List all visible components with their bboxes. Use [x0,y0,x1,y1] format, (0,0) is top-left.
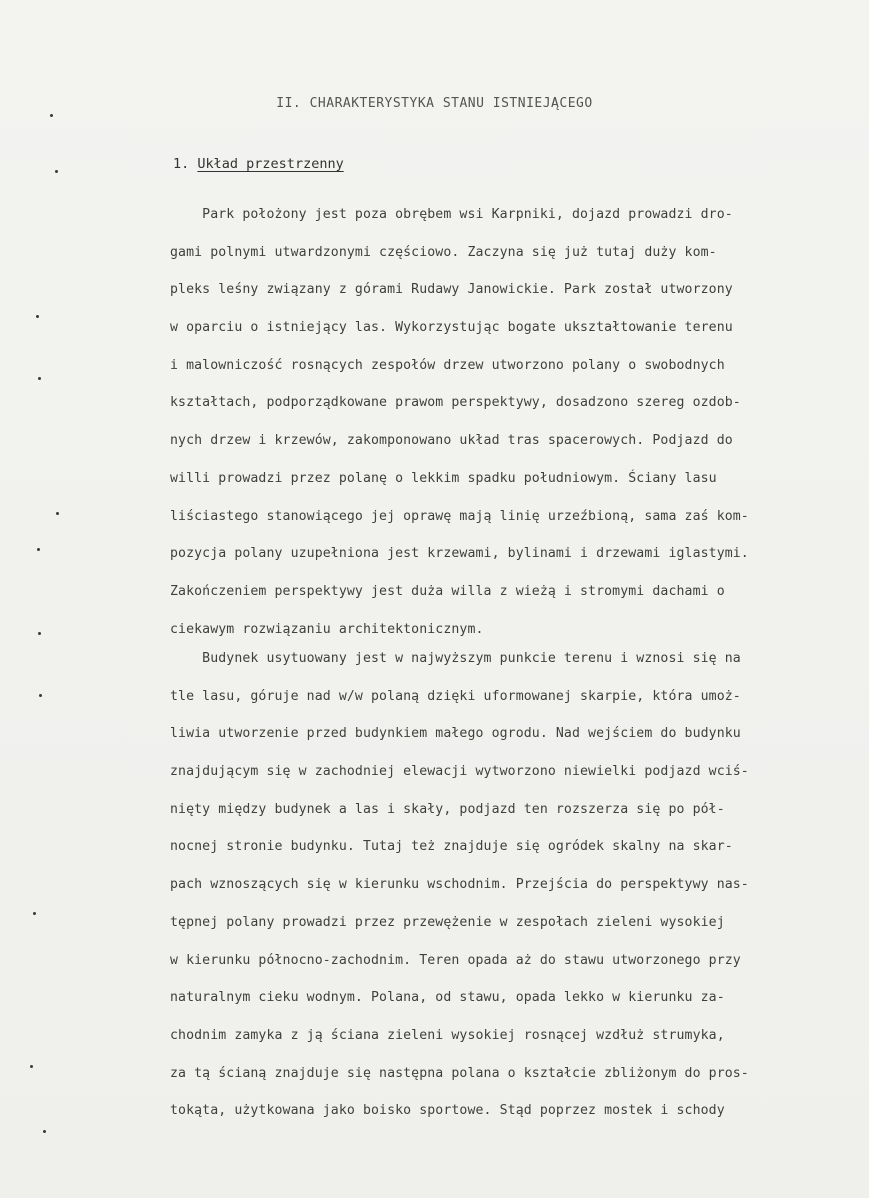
text-line: liwia utworzenie przed budynkiem małego ogrodu. Nad wejściem do budynku [170,726,741,742]
text-line: tokąta, użytkowana jako boisko sportowe. Stąd poprzez mostek i schody [170,1103,725,1119]
scan-speck [38,377,41,380]
text-line: naturalnym cieku wodnym. Polana, od stawu, opada lekko w kierunku za- [170,990,725,1006]
text-line: liściastego stanowiącego jej oprawę mają linię urzeźbioną, sama zaś kom- [170,508,749,524]
scan-speck [50,114,53,117]
scan-speck [56,512,59,515]
scan-speck [30,1065,33,1068]
text-line: tle lasu, góruje nad w/w polaną dzięki uformowanej skarpie, która umoż- [170,688,741,704]
section-title-text: Układ przestrzenny [197,156,344,172]
text-line: gami polnymi utwardzonymi częściowo. Zaczyna się już tutaj duży kom- [170,244,717,260]
chapter-heading: II. CHARAKTERYSTYKA STANU ISTNIEJĄCEGO [276,96,593,111]
text-line: Zakończeniem perspektywy jest duża willa z wieżą i stromymi dachami o [170,583,725,599]
scan-speck [38,632,41,635]
scan-speck [37,548,40,551]
text-line: za tą ścianą znajduje się następna polana o kształcie zbliżonym do pros- [170,1065,749,1081]
text-line: ciekawym rozwiązaniu architektonicznym. [170,621,484,637]
paragraph-2 [170,640,850,1130]
text-line: chodnim zamyka z ją ściana zieleni wysokiej rosnącej wzdłuż strumyka, [170,1027,725,1043]
text-line: znajdującym się w zachodniej elewacji wytworzono niewielki podjazd wciś- [170,764,749,780]
text-line: w kierunku północno-zachodnim. Teren opada aż do stawu utworzonego przy [170,952,741,968]
section-number: 1. [173,156,190,172]
text-line: nięty między budynek a las i skały, podjazd ten rozszerza się po pół- [170,801,725,817]
text-line: Park położony jest poza obrębem wsi Karpniki, dojazd prowadzi dro- [170,207,733,222]
text-line: nych drzew i krzewów, zakomponowano układ tras spacerowych. Podjazd do [170,433,733,449]
text-line: w oparciu o istniejący las. Wykorzystując bogate ukształtowanie terenu [170,320,733,336]
text-line: pleks leśny związany z górami Rudawy Janowickie. Park został utworzony [170,282,733,298]
scan-speck [43,1130,46,1133]
text-line: tępnej polany prowadzi przez przewężenie w zespołach zieleni wysokiej [170,914,725,930]
scan-speck [39,694,42,697]
text-line: Budynek usytuowany jest w najwyższym punkcie terenu i wznosi się na [170,651,741,666]
text-line: pozycja polany uzupełniona jest krzewami, bylinami i drzewami iglastymi. [170,546,749,562]
scan-speck [55,170,58,173]
section-title [173,156,344,172]
text-line: i malowniczość rosnących zespołów drzew utworzono polany o swobodnych [170,357,725,373]
paragraph-1 [170,196,850,648]
text-line: pach wznoszących się w kierunku wschodnim. Przejścia do perspektywy nas- [170,877,749,893]
text-line: nocnej stronie budynku. Tutaj też znajduje się ogródek skalny na skar- [170,839,733,855]
text-line: willi prowadzi przez polanę o lekkim spadku południowym. Ściany lasu [170,470,717,486]
scan-speck [36,315,39,318]
scan-speck [33,912,36,915]
text-line: kształtach, podporządkowane prawom perspektywy, dosadzono szereg ozdob- [170,395,741,411]
